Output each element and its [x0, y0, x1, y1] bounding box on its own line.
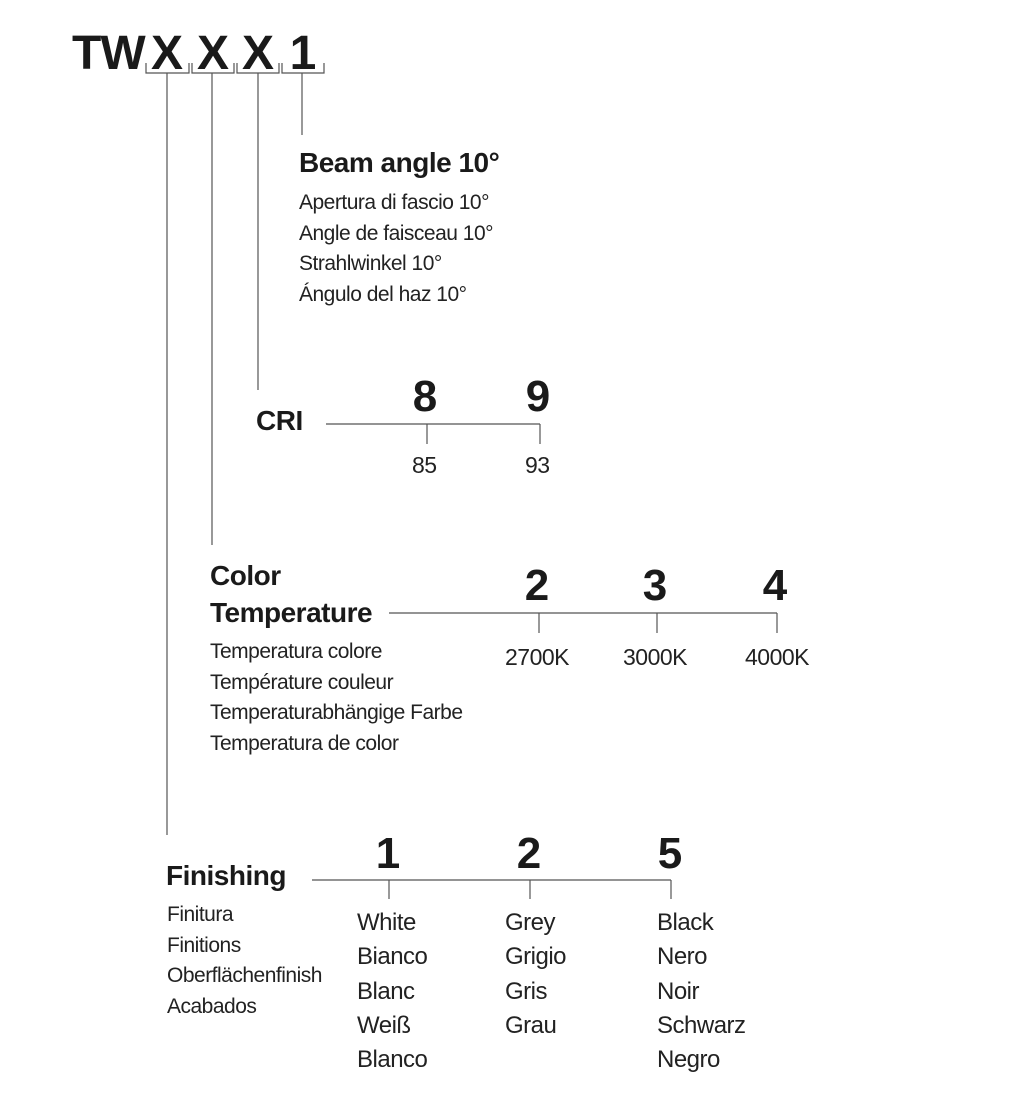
beam-translation-es: Ángulo del haz 10° [299, 282, 467, 306]
finishing-value: Grigio [505, 943, 567, 971]
finishing-values-grey [505, 906, 566, 1043]
finishing-value: Grau [505, 1011, 557, 1039]
beam-translation-it: Apertura di fascio 10° [299, 191, 490, 214]
finishing-value: White [357, 909, 416, 936]
finishing-value: Blanc [357, 977, 415, 1005]
finishing-translation-fr: Finitions [167, 933, 241, 957]
color-temp-translation-fr: Température couleur [210, 670, 394, 694]
color-temp-title-line1: Color [210, 560, 281, 591]
finishing-value: Noir [657, 977, 700, 1005]
cri-value-85: 85 [412, 452, 437, 478]
finishing-title: Finishing [166, 860, 286, 891]
beam-title: Beam angle 10° [299, 147, 500, 178]
finishing-translation-es: Acabados [167, 994, 257, 1018]
color-temp-translation-es: Temperatura de color [210, 731, 399, 755]
code-prefix: TW [72, 27, 145, 80]
finishing-code-5: 5 [657, 829, 683, 878]
cri-value-93: 93 [525, 452, 550, 478]
beam-translation-de: Strahlwinkel 10° [299, 252, 442, 275]
finishing-value: Black [657, 909, 714, 936]
code-slot-1: X [150, 27, 183, 80]
color-temp-code-3: 3 [642, 561, 668, 610]
color-temp-value-4000k: 4000K [745, 644, 810, 670]
cri-code-9: 9 [525, 372, 551, 421]
cri-title: CRI [256, 405, 303, 436]
color-temp-code-2: 2 [524, 561, 550, 610]
finishing-value: Blanco [357, 1046, 428, 1074]
finishing-value: Nero [657, 943, 708, 971]
finishing-values-black [657, 906, 746, 1077]
finishing-translation-it: Finitura [167, 903, 234, 926]
finishing-value: Grey [505, 909, 556, 936]
cri-code-8: 8 [412, 372, 438, 421]
beam-translation-fr: Angle de faisceau 10° [299, 221, 494, 245]
beam-translations [299, 188, 493, 310]
color-temp-translation-it: Temperatura colore [210, 640, 382, 663]
finishing-code-2: 2 [516, 829, 542, 878]
code-slot-4: 1 [289, 27, 317, 80]
finishing-translation-de: Oberflächenfinish [167, 964, 322, 987]
color-temp-translations [210, 637, 463, 759]
color-temp-value-3000k: 3000K [623, 644, 688, 670]
finishing-value: Schwarz [657, 1011, 746, 1039]
finishing-value: Bianco [357, 943, 428, 971]
color-temp-value-2700k: 2700K [505, 644, 570, 670]
code-slot-3: X [241, 27, 274, 80]
finishing-value: Negro [657, 1046, 720, 1074]
color-temp-code-4: 4 [762, 561, 788, 610]
finishing-value: Weiß [357, 1011, 411, 1039]
finishing-code-1: 1 [375, 829, 401, 878]
finishing-values-white [357, 906, 427, 1077]
finishing-translations [167, 900, 322, 1022]
color-temp-title-line2: Temperature [210, 597, 373, 628]
code-slot-2: X [196, 27, 229, 80]
color-temp-translation-de: Temperaturabhängige Farbe [210, 701, 463, 724]
finishing-value: Gris [505, 977, 547, 1005]
